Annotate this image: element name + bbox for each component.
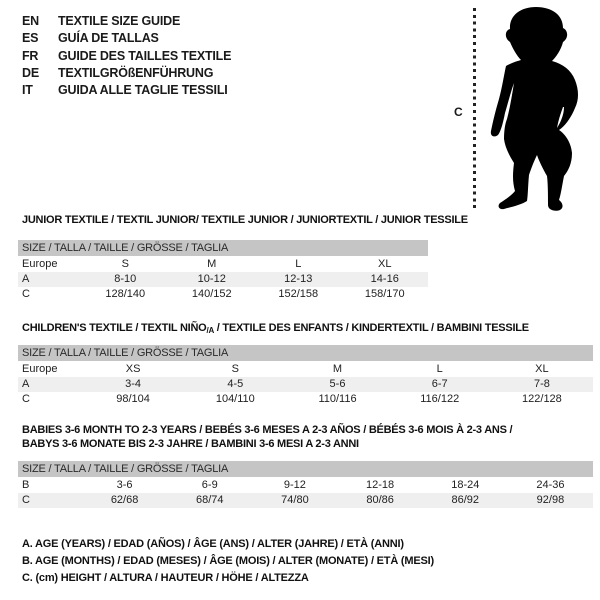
- table-row-age: [18, 377, 593, 392]
- language-title-list: [22, 13, 231, 99]
- height-cell: 158/170: [364, 288, 405, 300]
- age-cell: 12-18: [366, 479, 395, 491]
- age-cell: 12-13: [284, 273, 313, 285]
- footnote-legend: [22, 536, 434, 587]
- height-cell: 104/110: [215, 393, 255, 405]
- footnote-b: B. AGE (MONTHS) / EDAD (MESES) / ÂGE (MOIS) / ALTER (MONATE) / ETÀ (MESI): [22, 555, 434, 567]
- age-cell: 5-6: [329, 378, 346, 390]
- language-row-es: [22, 30, 231, 47]
- age-cell: 10-12: [197, 273, 226, 285]
- row-label: Europe: [22, 258, 58, 270]
- children-size-table: [18, 345, 593, 407]
- height-cell: 140/152: [191, 288, 232, 300]
- language-row-fr: [22, 48, 231, 65]
- size-cell: L: [436, 363, 443, 375]
- height-cell: 110/116: [318, 393, 357, 405]
- babies-size-table: [18, 461, 593, 508]
- age-cell: 9-12: [283, 479, 306, 491]
- baby-silhouette-icon: [486, 3, 586, 213]
- size-cell: XL: [535, 363, 549, 375]
- footnote-c: C. (cm) HEIGHT / ALTURA / HAUTEUR / HÖHE / ALTEZZA: [22, 572, 309, 584]
- age-cell: 18-24: [451, 479, 480, 491]
- row-label: A: [22, 378, 30, 390]
- language-row-en: [22, 13, 231, 30]
- size-header-row: SIZE / TALLA / TAILLE / GRÖSSE / TAGLIA: [18, 240, 428, 256]
- size-header-row: SIZE / TALLA / TAILLE / GRÖSSE / TAGLIA: [18, 461, 593, 477]
- babies-table-title: [22, 423, 512, 451]
- language-title: GUÍA DE TALLAS: [58, 31, 159, 46]
- age-cell: 6-9: [201, 479, 218, 491]
- table-row-europe: [18, 257, 428, 272]
- table-row-europe: [18, 362, 593, 377]
- children-table-title: [22, 322, 529, 335]
- size-cell: L: [295, 258, 302, 270]
- language-code: EN: [22, 14, 39, 28]
- language-title: TEXTILGRÖßENFÜHRUNG: [58, 65, 214, 80]
- age-cell: 4-5: [227, 378, 244, 390]
- size-cell: M: [207, 258, 217, 270]
- table-row-height: [18, 493, 593, 508]
- height-cell: 128/140: [105, 288, 146, 300]
- size-cell: S: [121, 258, 129, 270]
- height-cell: 116/122: [420, 393, 460, 405]
- language-title: TEXTILE SIZE GUIDE: [58, 14, 181, 28]
- height-measure-label: C: [454, 105, 463, 119]
- age-cell: 3-4: [125, 378, 142, 390]
- title-subscript: /A: [206, 326, 214, 335]
- size-header-row: SIZE / TALLA / TAILLE / GRÖSSE / TAGLIA: [18, 345, 593, 361]
- age-cell: 3-6: [116, 479, 133, 491]
- junior-table-title: JUNIOR TEXTILE / TEXTIL JUNIOR/ TEXTILE JUNIOR / JUNIORTEXTIL / JUNIOR TESSILE: [22, 214, 468, 226]
- height-cell: 80/86: [366, 494, 394, 506]
- footnote-a: A. AGE (YEARS) / EDAD (AÑOS) / ÂGE (ANS) / ALTER (JAHRE) / ETÀ (ANNI): [22, 538, 404, 550]
- size-cell: S: [231, 363, 239, 375]
- height-cell: 122/128: [522, 393, 562, 405]
- language-row-de: [22, 65, 231, 82]
- height-cell: 68/74: [195, 494, 224, 506]
- table-row-age: [18, 272, 428, 287]
- size-cell: XS: [125, 363, 141, 375]
- language-code: FR: [22, 48, 39, 63]
- table-row-height: [18, 287, 428, 302]
- babies-title-line1: BABIES 3-6 MONTH TO 2-3 YEARS / BEBÉS 3-6 MESES A 2-3 AÑOS / BÉBÉS 3-6 MOIS À 2-3 ANS /: [22, 424, 513, 436]
- size-cell: XL: [378, 258, 392, 270]
- age-cell: 24-36: [536, 479, 565, 491]
- age-cell: 6-7: [431, 378, 448, 390]
- language-code: IT: [22, 83, 33, 98]
- title-part: CHILDREN'S TEXTILE / TEXTIL NIÑO: [22, 322, 207, 334]
- title-part: / TEXTILE DES ENFANTS / KINDERTEXTIL / BAMBINI TESSILE: [213, 322, 529, 334]
- height-cell: 92/98: [536, 494, 565, 506]
- language-title: GUIDA ALLE TAGLIE TESSILI: [58, 83, 228, 98]
- height-measure-line: [473, 8, 476, 209]
- row-label: C: [22, 288, 30, 300]
- babies-title-line2: BABYS 3-6 MONATE BIS 2-3 JAHRE / BAMBINI 3-6 MESI A 2-3 ANNI: [22, 438, 359, 450]
- height-cell: 74/80: [281, 494, 309, 506]
- height-cell: 98/104: [116, 393, 150, 405]
- junior-size-table: [18, 240, 428, 302]
- table-row-age-months: [18, 478, 593, 493]
- table-row-height: [18, 392, 593, 407]
- row-label: C: [22, 393, 30, 405]
- row-label: C: [22, 494, 30, 506]
- language-code: DE: [22, 65, 39, 80]
- size-cell: M: [332, 363, 343, 375]
- row-label: Europe: [22, 363, 58, 375]
- language-title: GUIDE DES TAILLES TEXTILE: [58, 48, 232, 63]
- row-label: B: [22, 479, 30, 491]
- age-cell: 8-10: [114, 273, 137, 285]
- row-label: A: [22, 273, 30, 285]
- height-cell: 62/68: [110, 494, 139, 506]
- height-cell: 86/92: [451, 494, 480, 506]
- age-cell: 7-8: [533, 378, 550, 390]
- language-row-it: [22, 82, 231, 99]
- age-cell: 14-16: [370, 273, 399, 285]
- language-code: ES: [22, 31, 39, 46]
- height-cell: 152/158: [278, 288, 319, 300]
